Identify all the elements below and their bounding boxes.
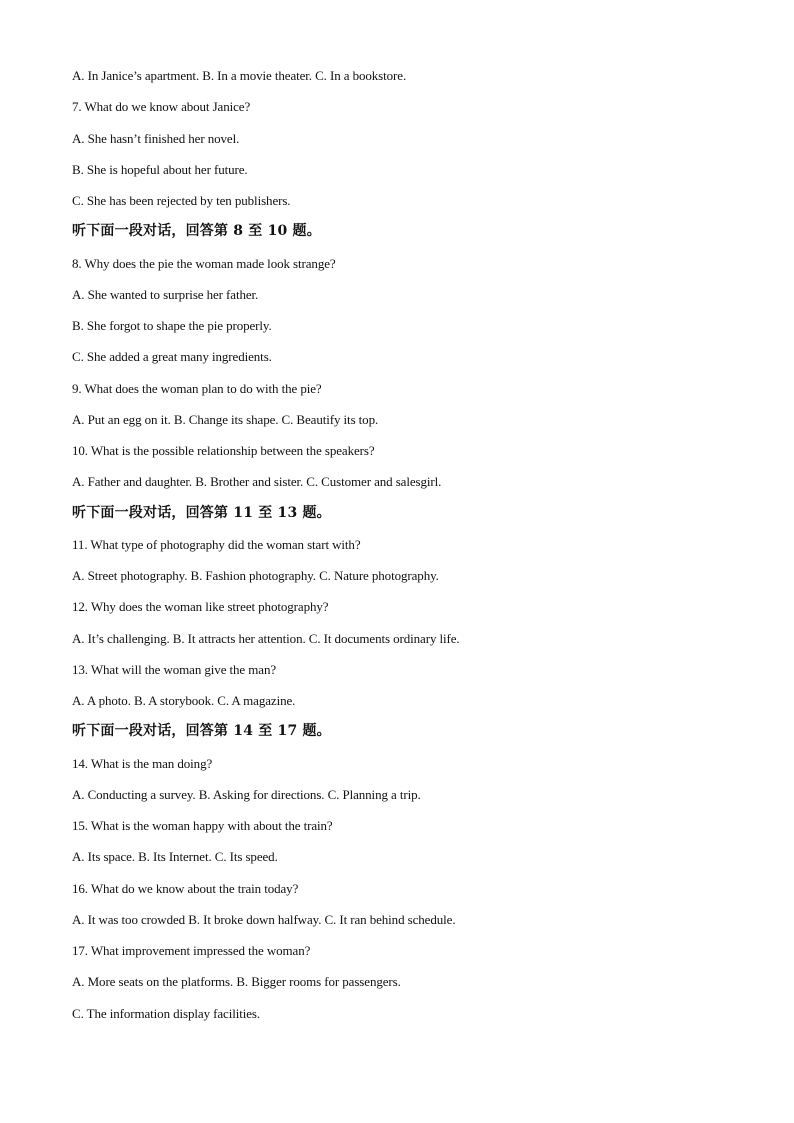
document-page (72, 66, 722, 1035)
question-12: 12. Why does the woman like street photography? (72, 599, 329, 615)
question-13: 13. What will the woman give the man? (72, 661, 277, 677)
text-line-7: A. She wanted to surprise her father. (72, 286, 259, 302)
text-line-16: A. Street photography. B. Fashion photography. C. Nature photography. (72, 568, 439, 583)
question-11: 11. What type of photography did the woman start with? (72, 536, 361, 552)
question-7: 7. What do we know about Janice? (72, 99, 251, 115)
question-10: 10. What is the possible relationship between the speakers? (72, 443, 375, 458)
section-heading-11-13: 听下面一段对话，回答第 11 至 13 题。 (72, 504, 331, 521)
text-line-9: C. She added a great many ingredients. (72, 349, 272, 365)
text-line-23: A. Conducting a survey. B. Asking for directions. C. Planning a trip. (72, 786, 421, 802)
text-line-8: B. She forgot to shape the pie properly. (72, 318, 272, 333)
question-8: 8. Why does the pie the woman made look strange? (72, 255, 336, 271)
question-15: 15. What is the woman happy with about the train? (72, 818, 333, 833)
question-14: 14. What is the man doing? (72, 755, 213, 771)
section-heading-8-10: 听下面一段对话，回答第 8 至 10 题。 (72, 223, 321, 240)
text-line-29: A. More seats on the platforms. B. Bigger rooms for passengers. (72, 974, 401, 990)
text-line-20: A. A photo. B. A storybook. C. A magazine. (72, 693, 296, 708)
text-line-3: B. She is hopeful about her future. (72, 161, 248, 177)
text-line-18: A. It’s challenging. B. It attracts her attention. C. It documents ordinary life. (72, 630, 460, 646)
question-17: 17. What improvement impressed the woman? (72, 943, 311, 958)
section-heading-14-17: 听下面一段对话，回答第 14 至 17 题。 (72, 723, 331, 740)
question-16: 16. What do we know about the train today? (72, 880, 299, 896)
text-line-25: A. Its space. B. Its Internet. C. Its speed. (72, 849, 278, 865)
text-line-30: C. The information display facilities. (72, 1005, 261, 1021)
text-line-11: A. Put an egg on it. B. Change its shape. C. Beautify its top. (72, 411, 379, 427)
text-line-13: A. Father and daughter. B. Brother and sister. C. Customer and salesgirl. (72, 474, 442, 490)
text-line-0: A. In Janice’s apartment. B. In a movie theater. C. In a bookstore. (72, 68, 407, 83)
text-line-2: A. She hasn’t finished her novel. (72, 130, 240, 146)
question-9: 9. What does the woman plan to do with the pie? (72, 380, 322, 396)
text-line-27: A. It was too crowded B. It broke down halfway. C. It ran behind schedule. (72, 911, 456, 927)
text-line-4: C. She has been rejected by ten publishers. (72, 193, 291, 208)
